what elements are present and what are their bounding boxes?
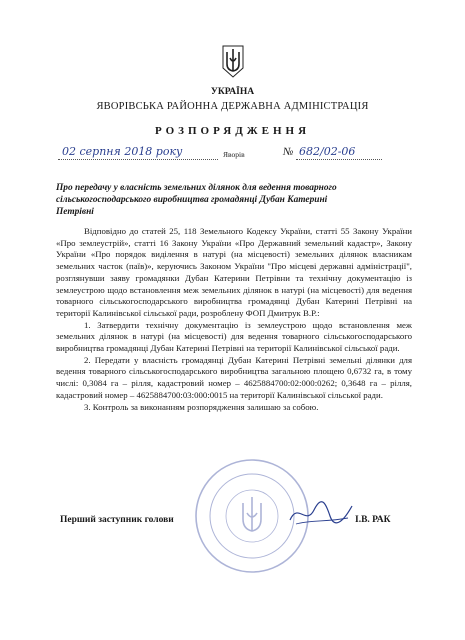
document-body (56, 226, 412, 413)
number-underline (296, 159, 382, 160)
preamble-paragraph: Відповідно до статей 25, 118 Земельного Кодексу України, статті 55 Закону України «Про землеустрій», статті 16 Закону України «Про Державний земельний кадастр», Закону України «Про порядок виділення в натурі (на місцевості) земельних ділянок власникам земельних часток (паїв)», керуючись Законом України "Про місцеві державні адміністрації", розглянувши заяву громадянки Дубан Катерини Петрівни та технічну документацію із землеустрою щодо встановлення меж земельних ділянок в натурі (на місцевості) для ведення товарного сільськогосподарського виробництва громадянці Дубан Катерині Петрівні на території Калинівської сільської ради, розроблену ФОП Дмитрук В.Р.: (56, 226, 412, 318)
handwritten-date: 02 серпня 2018 року (62, 145, 183, 158)
trident-emblem-icon (222, 44, 244, 78)
document-subject: Про передачу у власність земельних ділянок для ведення товарного сільськогосподарського виробництва громадянці Дубан Катерині Петрівні (56, 183, 337, 217)
item-3-paragraph: 3. Контроль за виконанням розпорядження залишаю за собою. (84, 401, 319, 412)
signatory-title: Перший заступник голови (60, 515, 174, 525)
handwritten-signature (286, 498, 356, 530)
number-sign: № (283, 146, 294, 158)
item-1-paragraph: 1. Затвердити технічну документацію із землеустрою щодо встановлення меж земельних ділянок в натурі (на місцевості) для ведення товарного сільськогосподарського виробництва громадянці Дубан Катерині Петрівні на території Калинівської сільської ради. (56, 319, 412, 354)
place-label: Яворів (223, 150, 245, 159)
document-type-heading: РОЗПОРЯДЖЕННЯ (154, 125, 311, 137)
handwritten-number: 682/02-06 (299, 145, 356, 158)
item-2-paragraph: 2. Передати у власність громадянці Дубан Катерині Петрівні земельні ділянки для ведення товарного сільськогосподарського виробництва загальною площею 0,6732 га, в тому числі: 0,3084 га – рілля, кадастровий номер – 4625884700:02:000:0262; 0,3648 га – рілля, кадастровий номер – 4625884700:03:000:0015 на території Калинівської сільської ради. (56, 354, 412, 400)
signatory-name: І.В. РАК (355, 515, 391, 525)
country-heading: УКРАЇНА (210, 87, 255, 97)
date-underline (58, 159, 218, 160)
administration-heading: ЯВОРІВСЬКА РАЙОННА ДЕРЖАВНА АДМІНІСТРАЦІЯ (96, 101, 369, 112)
